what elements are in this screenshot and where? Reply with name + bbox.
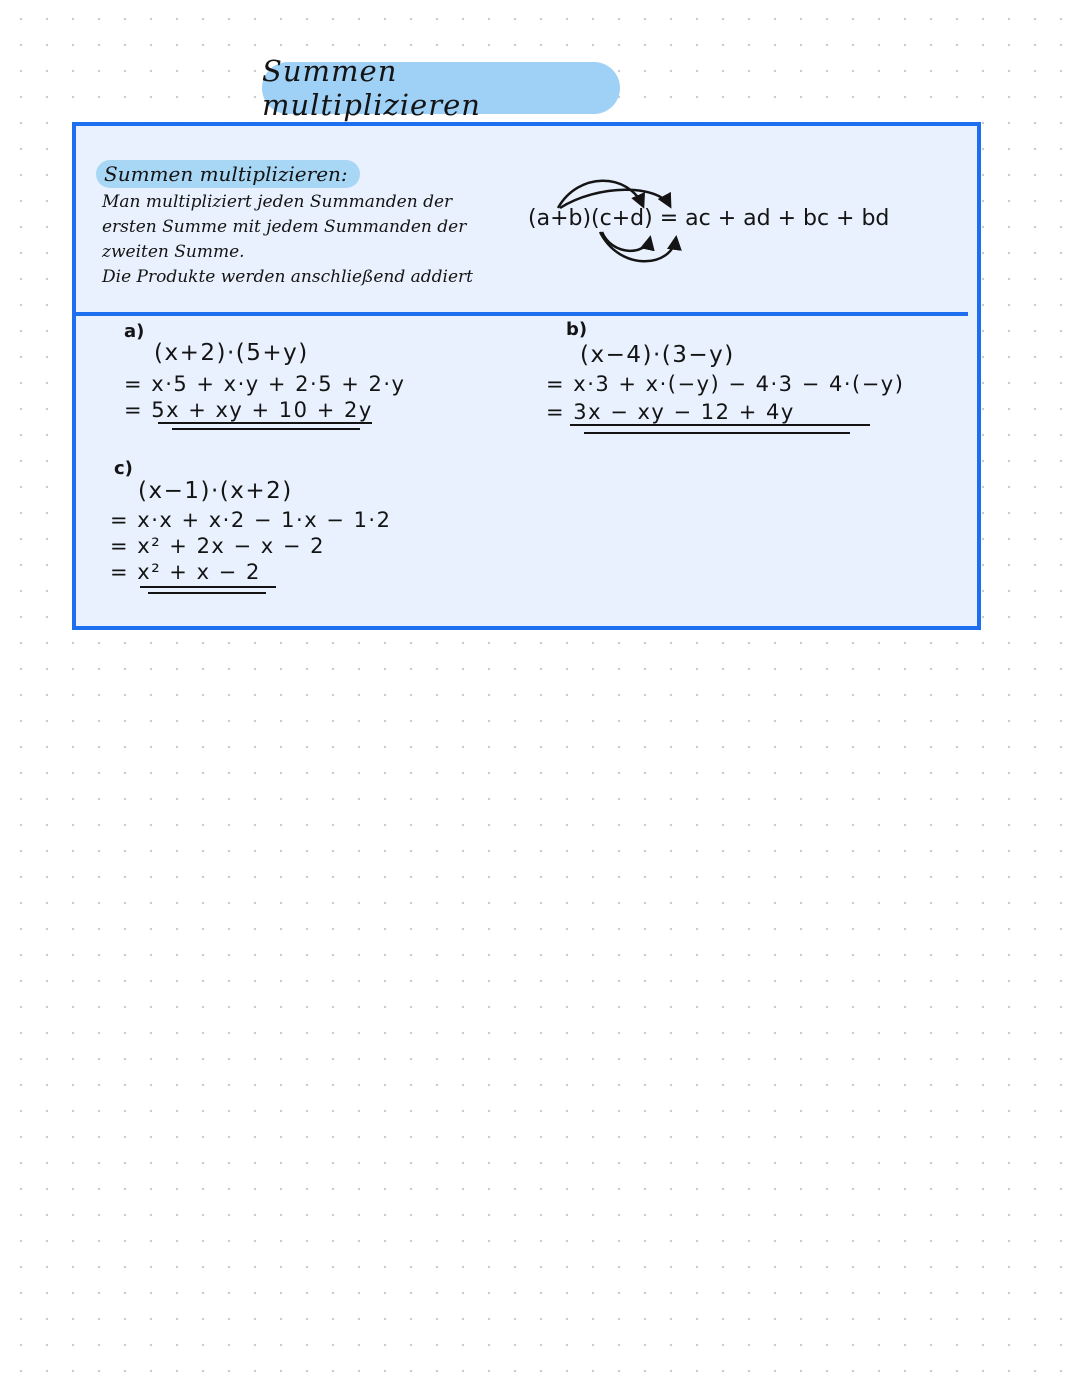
example-c-label: c) <box>114 458 133 479</box>
example-c-line: (x−1)·(x+2) <box>138 478 293 504</box>
definition-text <box>102 190 532 290</box>
example-c-line: = x² + 2x − x − 2 <box>110 534 326 558</box>
definition-line: Man multipliziert jeden Summanden der <box>102 192 453 212</box>
example-a-line: (x+2)·(5+y) <box>154 340 309 366</box>
definition-line: ersten Summe mit jedem Summanden der <box>102 217 467 237</box>
example-c-result: = x² + x − 2 <box>110 560 261 584</box>
example-b-line: = x·3 + x·(−y) − 4·3 − 4·(−y) <box>546 372 905 396</box>
card-divider <box>76 312 968 316</box>
example-a-result: = 5x + xy + 10 + 2y <box>124 398 373 422</box>
result-underline <box>148 592 266 594</box>
example-b-result: = 3x − xy − 12 + 4y <box>546 400 795 424</box>
example-a-line: = x·5 + x·y + 2·5 + 2·y <box>124 372 406 396</box>
example-a-label: a) <box>124 321 145 342</box>
summary-card <box>72 122 981 630</box>
definition-line: zweiten Summe. <box>102 242 245 262</box>
result-underline <box>140 586 276 588</box>
definition-line: Die Produkte werden anschließend addiert <box>102 267 474 287</box>
example-c-line: = x·x + x·2 − 1·x − 1·2 <box>110 508 392 532</box>
page-title: Summen multiplizieren <box>262 62 620 114</box>
example-b-label: b) <box>566 319 588 340</box>
result-underline <box>584 432 850 434</box>
expansion-formula: (a+b)(c+d) = ac + ad + bc + bd <box>528 206 890 231</box>
result-underline <box>570 424 870 426</box>
result-underline <box>158 422 372 424</box>
example-b-line: (x−4)·(3−y) <box>580 342 735 368</box>
definition-heading: Summen multiplizieren: <box>96 160 360 188</box>
result-underline <box>172 428 360 430</box>
